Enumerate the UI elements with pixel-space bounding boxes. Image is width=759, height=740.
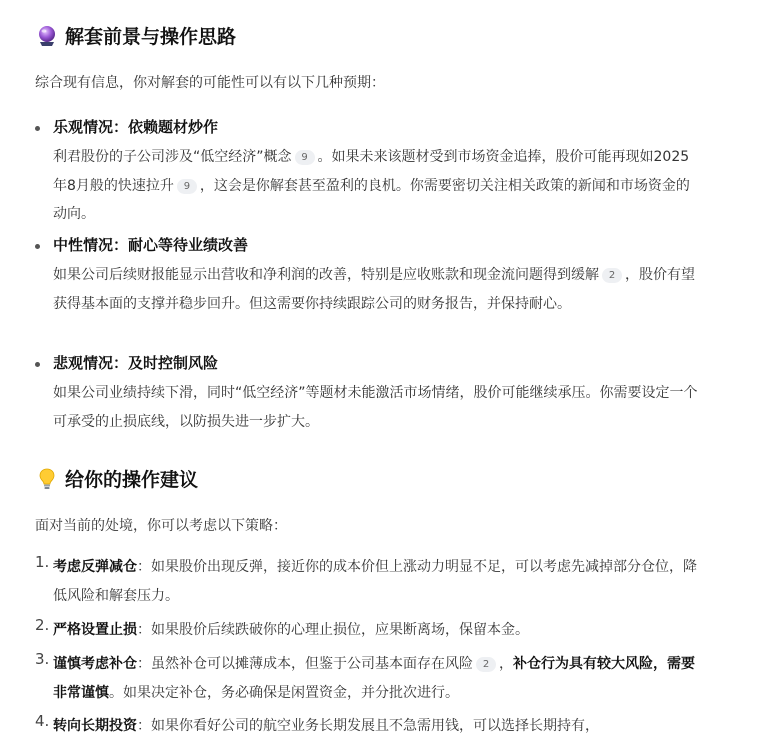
citation-badge[interactable]: 9 — [177, 179, 197, 194]
section-heading-outlook — [35, 22, 236, 49]
numbered-item-1 — [35, 553, 695, 613]
body-text: 如果公司业绩持续下滑，同时“低空经济”等题材未能激活市场情绪，股价可能继续承压。你需要设定一个可承受的止损底线，以防损失进一步扩大。 — [53, 385, 698, 430]
body-text: ：虽然补仓可以摊薄成本，但鉴于公司基本面存在风险 — [137, 656, 473, 672]
numbered-item-body — [53, 650, 703, 707]
item-bold-title: 严格设置止损 — [53, 622, 137, 638]
body-text: ：如果股价后续跌破你的心理止损位，应果断离场，保留本金。 — [137, 622, 529, 638]
list-number: 2. — [35, 616, 50, 634]
bullet-dot — [35, 126, 40, 131]
item-bold-title: 谨慎考虑补仓 — [53, 656, 137, 672]
numbered-item-body — [53, 616, 703, 645]
numbered-item-body — [53, 553, 703, 610]
bullet-dot — [35, 362, 40, 367]
item-bold-title: 考虑反弹减仓 — [53, 559, 137, 575]
list-item-optimistic — [35, 116, 695, 226]
section-heading-text: 解套前景与操作思路 — [65, 26, 237, 48]
bullet-dot — [35, 244, 40, 249]
numbered-item-2 — [35, 616, 695, 646]
body-text: ，这会是你解套甚至盈利的良机。你需要密切关注相关政策的新闻和市场资金的动向。 — [53, 177, 690, 222]
list-number: 1. — [35, 553, 50, 571]
numbered-item-3 — [35, 650, 695, 710]
section-heading-text: 给你的操作建议 — [65, 469, 199, 491]
list-item-title: 中性情况：耐心等待业绩改善 — [53, 236, 249, 254]
list-number: 4. — [35, 712, 50, 730]
list-item-title: 悲观情况：及时控制风险 — [53, 354, 219, 372]
body-text: 。如果未来该题材受到市场资金追捧，股价可能再现如2025年8月般的快速拉升 — [53, 149, 690, 194]
list-item-title: 乐观情况：依赖题材炒作 — [53, 118, 219, 136]
body-text: ，股价有望获得基本面的支撑并稳步回升。但这需要你持续跟踪公司的财务报告，并保持耐心。 — [53, 267, 695, 312]
crystal-ball-icon — [35, 24, 59, 48]
numbered-item-4 — [35, 712, 695, 740]
section-intro: 面对当前的处境，你可以考虑以下策略： — [35, 518, 287, 534]
body-text: ， — [499, 656, 513, 672]
body-text: 如果公司后续财报能显示出营收和净利润的改善，特别是应收账款和现金流问题得到缓解 — [53, 267, 599, 283]
citation-badge[interactable]: 9 — [295, 150, 315, 165]
item-bold-title: 转向长期投资 — [53, 718, 137, 734]
list-item-pessimistic — [35, 352, 698, 437]
numbered-item-body — [53, 712, 695, 740]
body-text: 利君股份的子公司涉及“低空经济”概念 — [53, 149, 292, 165]
citation-badge[interactable]: 2 — [476, 657, 496, 672]
section-heading-advice — [35, 465, 198, 492]
list-number: 3. — [35, 650, 50, 668]
list-item-body — [53, 143, 703, 229]
citation-badge[interactable]: 2 — [602, 268, 622, 283]
bold-warning-text: 补仓行为具有较大风险，需要非常谨慎 — [53, 656, 695, 701]
body-text: 。如果决定补仓，务必确保是闲置资金，并分批次进行。 — [109, 684, 459, 701]
light-bulb-icon — [35, 467, 59, 491]
list-item-neutral — [35, 234, 695, 344]
body-text: ：如果股价出现反弹，接近你的成本价但上涨动力明显不足，可以考虑先减掉部分仓位，降低风险和解套压力。 — [53, 559, 697, 604]
list-item-body — [53, 261, 703, 318]
body-text: ：如果你看好公司的航空业务长期发展且不急需用钱，可以选择长期持有， — [137, 718, 599, 734]
section-intro: 综合现有信息，你对解套的可能性可以有以下几种预期： — [35, 75, 385, 91]
list-item-body — [53, 379, 703, 436]
